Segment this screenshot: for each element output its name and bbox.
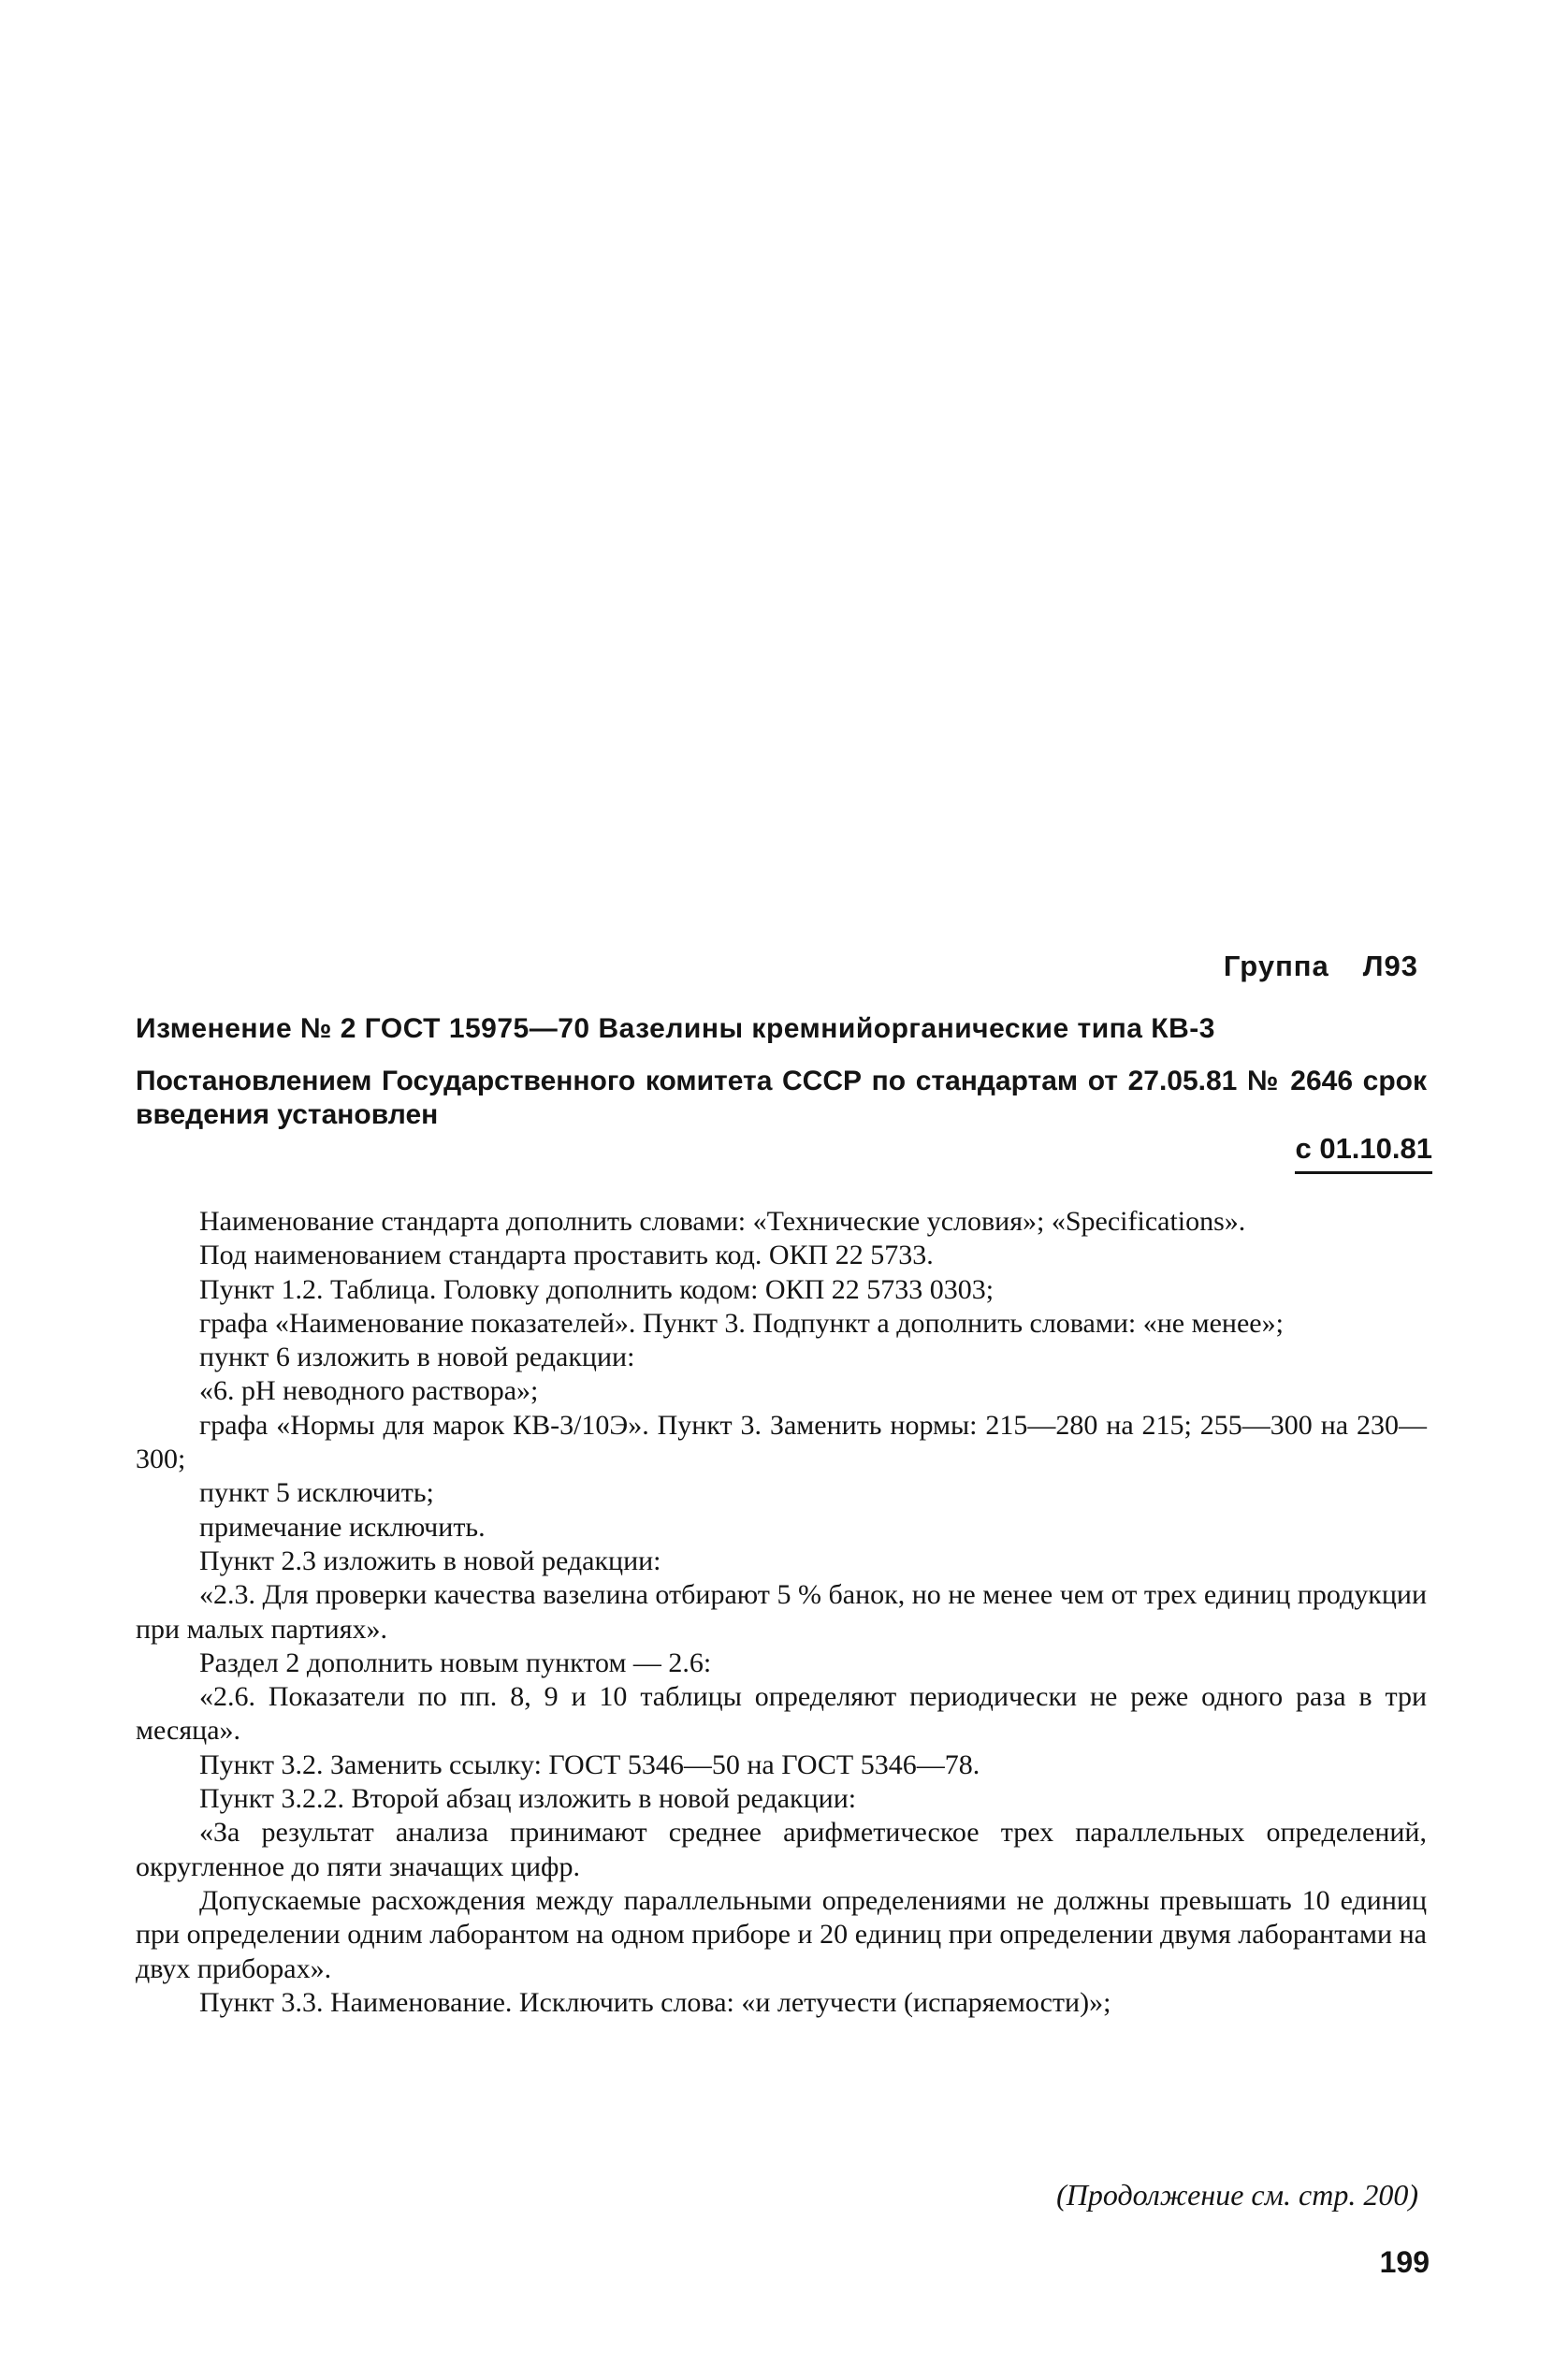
effective-date: с 01.10.81 <box>1295 1132 1432 1174</box>
paragraph: Пункт 2.3 изложить в новой редакции: <box>199 1545 661 1576</box>
paragraph: графа «Наименование показателей». Пункт 3. Подпункт а дополнить словами: «не менее»; <box>199 1307 1284 1339</box>
change-title: Изменение № 2 ГОСТ 15975—70 Вазелины кремнийорганические типа КВ-3 <box>136 1013 1215 1044</box>
page-number: 199 <box>1379 2245 1430 2279</box>
amendment-body <box>136 1205 1427 2020</box>
paragraph: Раздел 2 дополнить новым пунктом — 2.6: <box>199 1647 712 1678</box>
paragraph: Допускаемые расхождения между параллельными определениями не должны превышать 10 единиц при определении одним лаборантом на одном приборе и 20 единиц при определении двумя лаборантами на двух приборах». <box>136 1884 1427 1984</box>
paragraph: графа «Нормы для марок КВ-3/10Э». Пункт 3. Заменить нормы: 215—280 на 215; 255—300 на 230—300; <box>136 1409 1427 1475</box>
paragraph: Наименование стандарта дополнить словами: «Технические условия»; «Specifications». <box>199 1206 1246 1237</box>
decree-text: Постановлением Государственного комитета СССР по стандартам от 27.05.81 № 2646 срок введения установлен <box>136 1066 1427 1130</box>
paragraph: пункт 5 исключить; <box>199 1477 434 1509</box>
paragraph: Пункт 3.2.2. Второй абзац изложить в новой редакции: <box>199 1783 857 1815</box>
group-label: Группа <box>1223 950 1329 982</box>
paragraph: «2.3. Для проверки качества вазелина отбирают 5 % банок, но не менее чем от трех единиц продукции при малых партиях». <box>136 1579 1427 1645</box>
continuation-note: (Продолжение см. стр. 200) <box>1056 2178 1418 2212</box>
paragraph: Пункт 3.3. Наименование. Исключить слова: «и летучести (испаряемости)»; <box>199 1986 1111 2018</box>
paragraph: Под наименованием стандарта проставить код. ОКП 22 5733. <box>199 1240 934 1271</box>
paragraph: «За результат анализа принимают среднее арифметическое трех параллельных определений, округленное до пяти значащих цифр. <box>136 1817 1427 1882</box>
paragraph: Пункт 1.2. Таблица. Головку дополнить кодом: ОКП 22 5733 0303; <box>199 1273 995 1305</box>
paragraph: Пункт 3.2. Заменить ссылку: ГОСТ 5346—50 на ГОСТ 5346—78. <box>199 1748 980 1780</box>
paragraph: пункт 6 изложить в новой редакции: <box>199 1342 635 1373</box>
group-header <box>1224 950 1418 983</box>
paragraph: «2.6. Показатели по пп. 8, 9 и 10 таблицы определяют периодически не реже одного раза в три месяца». <box>136 1681 1427 1747</box>
paragraph: примечание исключить. <box>199 1511 486 1543</box>
group-code: Л93 <box>1362 950 1418 982</box>
paragraph: «6. pH неводного раствора»; <box>199 1375 539 1407</box>
